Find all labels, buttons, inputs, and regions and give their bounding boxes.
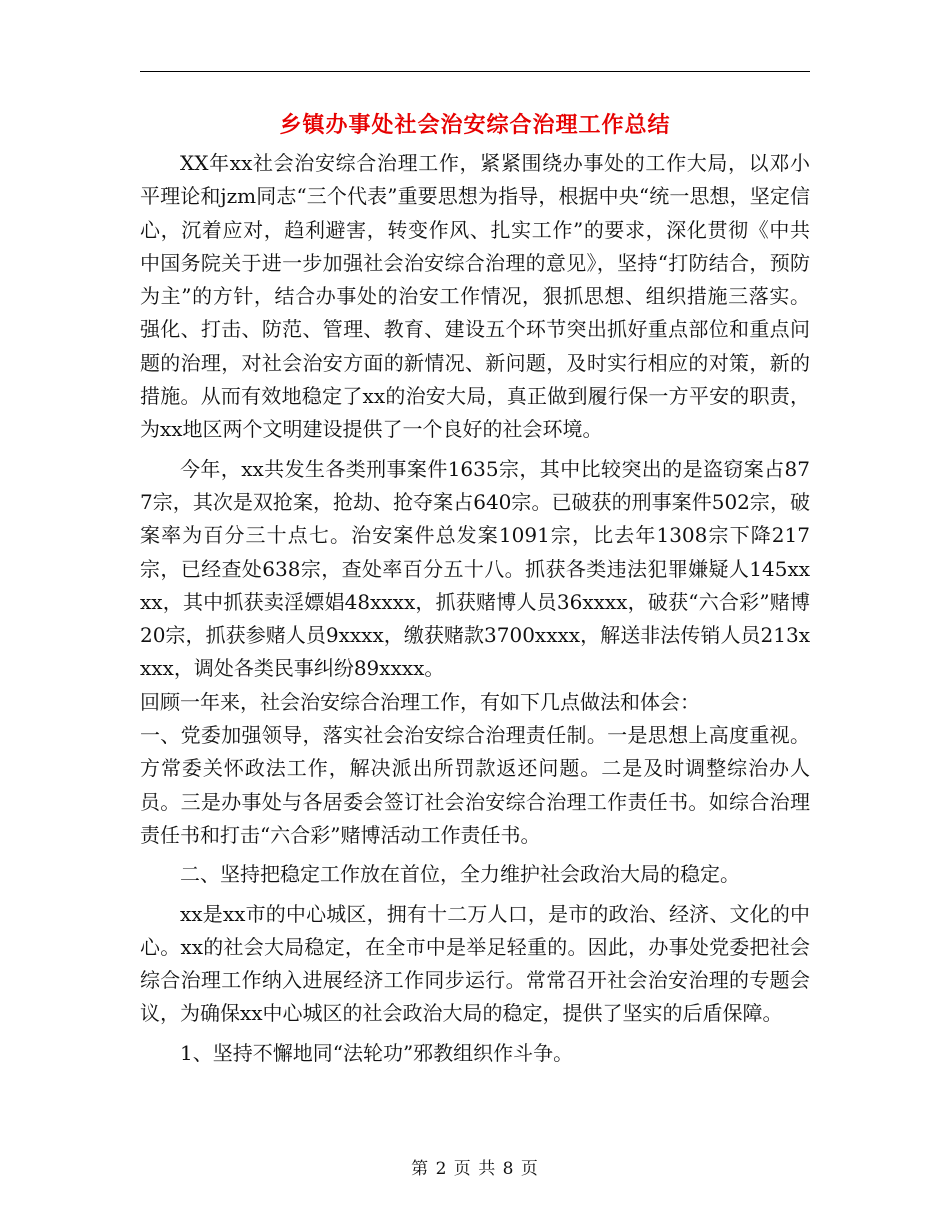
document-body (140, 147, 810, 1070)
header-rule (140, 71, 810, 72)
paragraph-statistics: 今年，xx共发生各类刑事案件1635宗，其中比较突出的是盗窃案占877宗，其次是双抢案，抢劫、抢夺案占640宗。已破获的刑事案件502宗，破案率为百分三十点七。治安案件总发案1091宗，比去年1308宗下降217宗，已经查处638宗，查处率百分五十八。抓获各类违法犯罪嫌疑人145xxxx，其中抓获卖淫嫖娼48xxxx，抓获赌博人员36xxxx，破获“六合彩”赌博20宗，抓获参赌人员9xxxx，缴获赌款3700xxxx，解送非法传销人员213xxxx，调处各类民事纠纷89xxxx。 (140, 456, 810, 681)
paragraph-intro: XX年xx社会治安综合治理工作，紧紧围绕办事处的工作大局，以邓小平理论和jzm同志“三个代表”重要思想为指导，根据中央“统一思想，坚定信心，沉着应对，趋利避害，转变作风、扎实工作”的要求，深化贯彻《中共中国务院关于进一步加强社会治安综合治理的意见》，坚持“打防结合，预防为主”的方针，结合办事处的治安工作情况，狠抓思想、组织措施三落实。强化、打击、防范、管理、教育、建设五个环节突出抓好重点部位和重点问题的治理，对社会治安方面的新情况、新问题，及时实行相应的对策，新的措施。从而有效地稳定了xx的治安大局，真正做到履行保一方平安的职责，为xx地区两个文明建设提供了一个良好的社会环境。 (140, 151, 810, 442)
paragraph-section-2: xx是xx市的中心城区，拥有十二万人口，是市的政治、经济、文化的中心。xx的社会大局稳定，在全市中是举足轻重的。因此，办事处党委把社会综合治理工作纳入进展经济工作同步运行。常常召开社会治安治理的专题会议，为确保xx中心城区的社会政治大局的稳定，提供了坚实的后盾保障。 (140, 901, 810, 1026)
paragraph-item-1: 1、坚持不懈地同“法轮功”邪教组织作斗争。 (180, 1040, 574, 1065)
paragraph-section-1: 一、党委加强领导，落实社会治安综合治理责任制。一是思想上高度重视。方常委关怀政法工作，解决派出所罚款返还问题。二是及时调整综治办人员。三是办事处与各居委会签订社会治安综合治理工作责任书。如综合治理责任书和打击“六合彩”赌博活动工作责任书。 (140, 723, 810, 847)
document-title: 乡镇办事处社会治安综合治理工作总结 (279, 113, 671, 138)
paragraph-section-2-heading: 二、坚持把稳定工作放在首位，全力维护社会政治大局的稳定。 (180, 862, 740, 887)
paragraph-review: 回顾一年来，社会治安综合治理工作，有如下几点做法和体会： (140, 689, 700, 714)
page-number: 第 2 页 共 8 页 (411, 1159, 539, 1179)
